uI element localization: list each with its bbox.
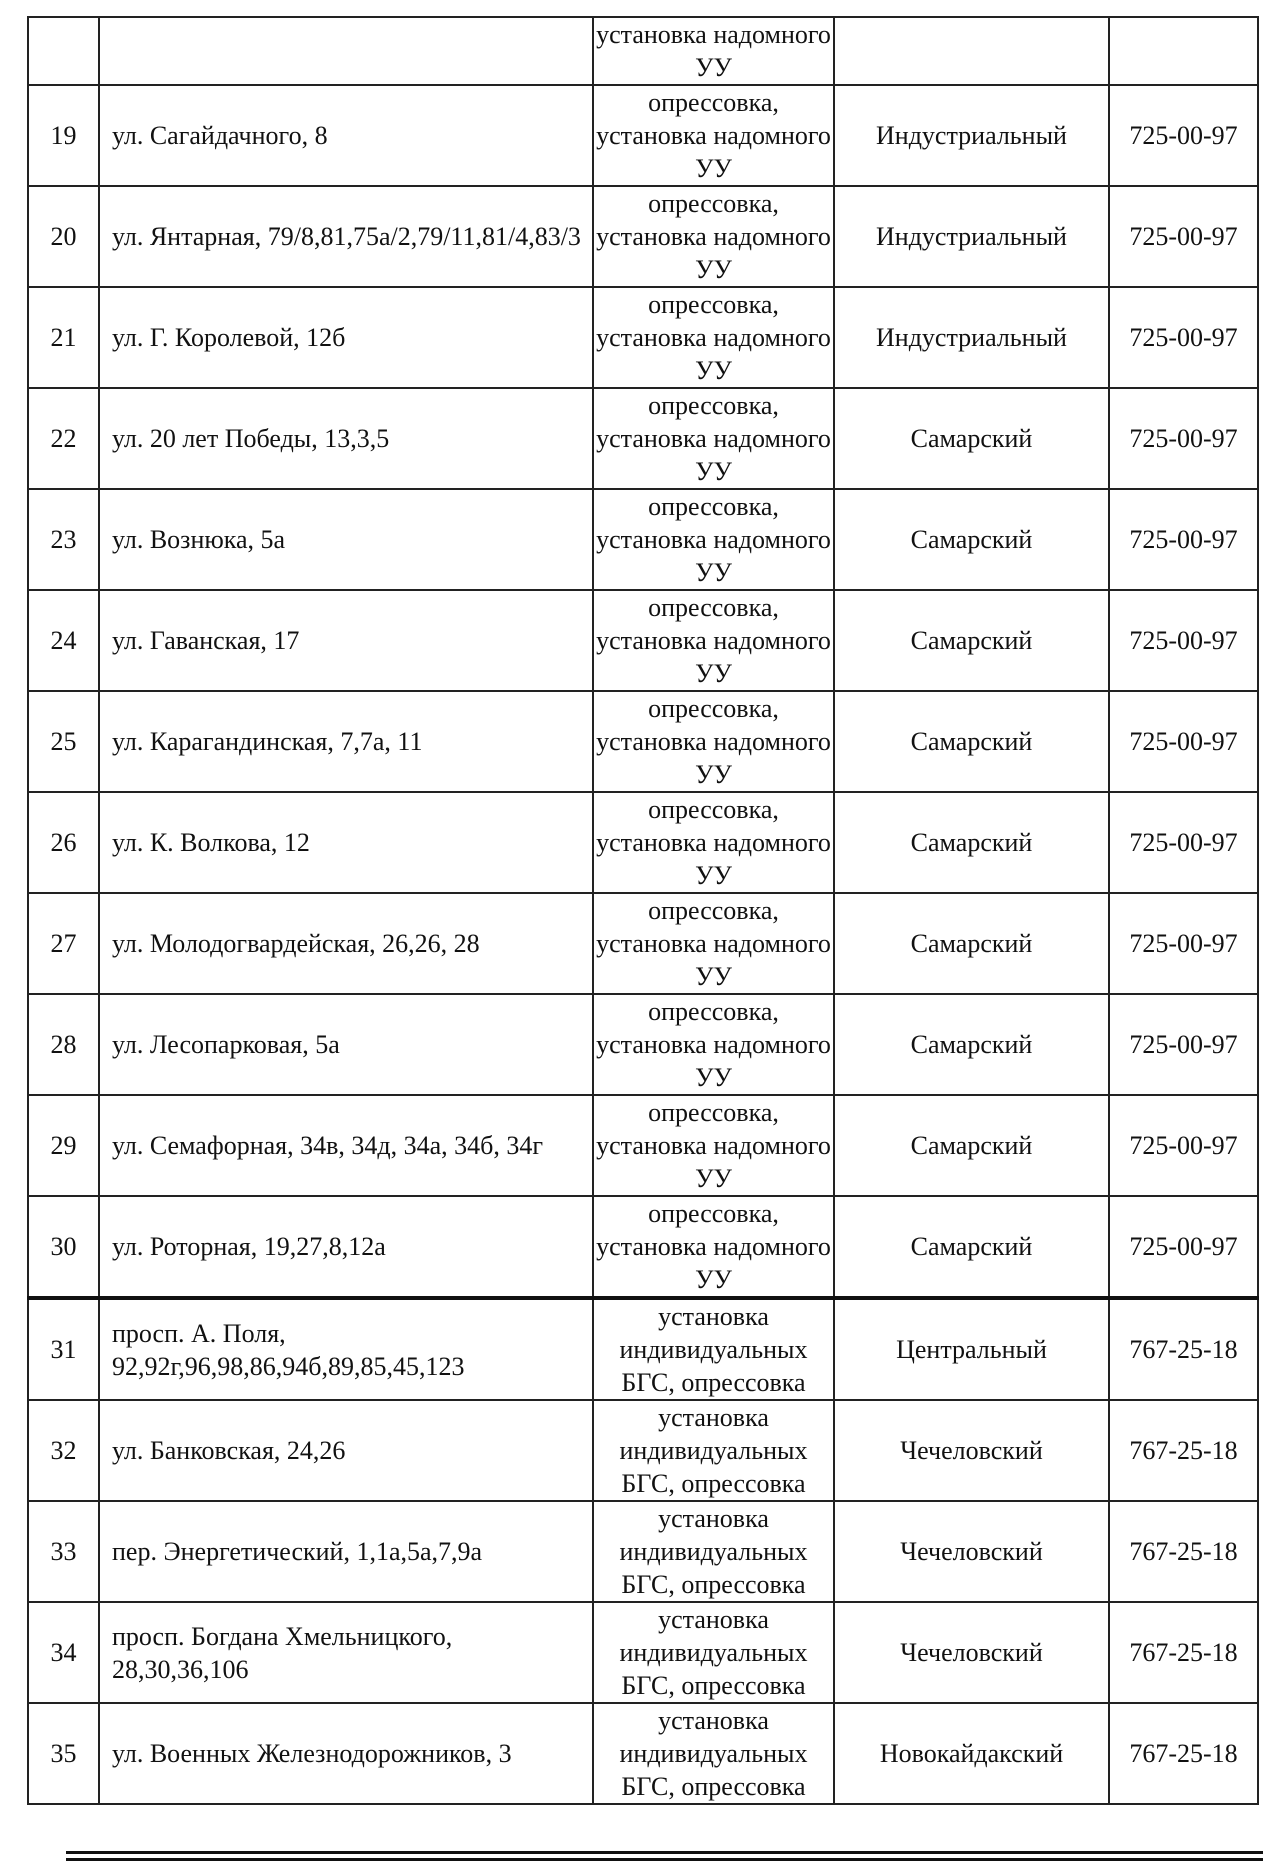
row-number xyxy=(28,17,99,85)
row-phone: 725-00-97 xyxy=(1109,85,1258,186)
table-row xyxy=(28,1298,1258,1400)
row-work-type: опрессовка, установка надомного УУ xyxy=(593,388,834,489)
row-work-type: опрессовка, установка надомного УУ xyxy=(593,691,834,792)
table-row xyxy=(28,186,1258,287)
row-phone: 725-00-97 xyxy=(1109,691,1258,792)
table-row xyxy=(28,287,1258,388)
row-work-type: установка индивидуальных БГС, опрессовка xyxy=(593,1602,834,1703)
row-address: ул. Сагайдачного, 8 xyxy=(99,85,593,186)
row-district: Чечеловский xyxy=(834,1400,1109,1501)
row-district xyxy=(834,17,1109,85)
works-table-body xyxy=(28,17,1258,1804)
row-district: Индустриальный xyxy=(834,186,1109,287)
bottom-rule xyxy=(66,1851,1263,1854)
row-number: 21 xyxy=(28,287,99,388)
row-district: Индустриальный xyxy=(834,85,1109,186)
row-number: 19 xyxy=(28,85,99,186)
row-address: ул. Вознюка, 5а xyxy=(99,489,593,590)
row-work-type: опрессовка, установка надомного УУ xyxy=(593,893,834,994)
table-row xyxy=(28,489,1258,590)
row-phone: 767-25-18 xyxy=(1109,1298,1258,1400)
row-work-type: установка индивидуальных БГС, опрессовка xyxy=(593,1400,834,1501)
table-row xyxy=(28,1400,1258,1501)
row-address: просп. А. Поля, 92,92г,96,98,86,94б,89,85,45,123 xyxy=(99,1298,593,1400)
row-phone: 725-00-97 xyxy=(1109,186,1258,287)
row-number: 34 xyxy=(28,1602,99,1703)
row-work-type: установка индивидуальных БГС, опрессовка xyxy=(593,1501,834,1602)
table-row xyxy=(28,1703,1258,1804)
row-number: 31 xyxy=(28,1298,99,1400)
row-address: ул. Янтарная, 79/8,81,75а/2,79/11,81/4,83/3 xyxy=(99,186,593,287)
row-address: ул. Карагандинская, 7,7а, 11 xyxy=(99,691,593,792)
row-district: Самарский xyxy=(834,792,1109,893)
row-phone: 725-00-97 xyxy=(1109,1196,1258,1298)
row-number: 23 xyxy=(28,489,99,590)
row-district: Самарский xyxy=(834,691,1109,792)
row-number: 28 xyxy=(28,994,99,1095)
row-address: ул. Семафорная, 34в, 34д, 34а, 34б, 34г xyxy=(99,1095,593,1196)
row-work-type: опрессовка, установка надомного УУ xyxy=(593,590,834,691)
row-phone: 725-00-97 xyxy=(1109,994,1258,1095)
row-number: 26 xyxy=(28,792,99,893)
row-district: Чечеловский xyxy=(834,1602,1109,1703)
table-row xyxy=(28,388,1258,489)
row-work-type: опрессовка, установка надомного УУ xyxy=(593,287,834,388)
row-work-type: установка индивидуальных БГС, опрессовка xyxy=(593,1298,834,1400)
table-row-continuation xyxy=(28,17,1258,85)
row-phone: 725-00-97 xyxy=(1109,590,1258,691)
table-row xyxy=(28,994,1258,1095)
row-number: 32 xyxy=(28,1400,99,1501)
row-phone: 725-00-97 xyxy=(1109,893,1258,994)
row-address: ул. К. Волкова, 12 xyxy=(99,792,593,893)
row-district: Новокайдакский xyxy=(834,1703,1109,1804)
table-row xyxy=(28,893,1258,994)
row-district: Самарский xyxy=(834,590,1109,691)
table-row xyxy=(28,792,1258,893)
row-work-type: опрессовка, установка надомного УУ xyxy=(593,489,834,590)
row-phone: 725-00-97 xyxy=(1109,489,1258,590)
row-phone: 767-25-18 xyxy=(1109,1602,1258,1703)
row-district: Самарский xyxy=(834,893,1109,994)
row-phone: 725-00-97 xyxy=(1109,1095,1258,1196)
row-number: 35 xyxy=(28,1703,99,1804)
row-district: Индустриальный xyxy=(834,287,1109,388)
row-work-type: установка надомного УУ xyxy=(593,17,834,85)
row-address: просп. Богдана Хмельницкого, 28,30,36,106 xyxy=(99,1602,593,1703)
row-address: ул. 20 лет Победы, 13,3,5 xyxy=(99,388,593,489)
row-address xyxy=(99,17,593,85)
table-row xyxy=(28,85,1258,186)
row-district: Самарский xyxy=(834,1196,1109,1298)
table-row xyxy=(28,1095,1258,1196)
row-phone: 767-25-18 xyxy=(1109,1400,1258,1501)
row-phone: 725-00-97 xyxy=(1109,287,1258,388)
row-phone: 725-00-97 xyxy=(1109,388,1258,489)
row-district: Самарский xyxy=(834,489,1109,590)
row-work-type: опрессовка, установка надомного УУ xyxy=(593,85,834,186)
row-district: Чечеловский xyxy=(834,1501,1109,1602)
row-number: 27 xyxy=(28,893,99,994)
row-number: 20 xyxy=(28,186,99,287)
row-district: Центральный xyxy=(834,1298,1109,1400)
row-work-type: опрессовка, установка надомного УУ xyxy=(593,1095,834,1196)
row-work-type: опрессовка, установка надомного УУ xyxy=(593,994,834,1095)
row-phone: 725-00-97 xyxy=(1109,792,1258,893)
row-phone: 767-25-18 xyxy=(1109,1703,1258,1804)
table-row xyxy=(28,590,1258,691)
bottom-rule xyxy=(66,1858,1263,1861)
row-number: 25 xyxy=(28,691,99,792)
row-address: ул. Банковская, 24,26 xyxy=(99,1400,593,1501)
row-number: 30 xyxy=(28,1196,99,1298)
row-district: Самарский xyxy=(834,994,1109,1095)
row-district: Самарский xyxy=(834,1095,1109,1196)
table-row xyxy=(28,1501,1258,1602)
row-number: 33 xyxy=(28,1501,99,1602)
row-address: ул. Лесопарковая, 5а xyxy=(99,994,593,1095)
row-address: ул. Г. Королевой, 12б xyxy=(99,287,593,388)
row-address: ул. Гаванская, 17 xyxy=(99,590,593,691)
row-phone xyxy=(1109,17,1258,85)
row-number: 24 xyxy=(28,590,99,691)
row-work-type: установка индивидуальных БГС, опрессовка xyxy=(593,1703,834,1804)
works-table xyxy=(27,16,1259,1805)
table-row xyxy=(28,691,1258,792)
row-number: 29 xyxy=(28,1095,99,1196)
row-number: 22 xyxy=(28,388,99,489)
row-phone: 767-25-18 xyxy=(1109,1501,1258,1602)
row-work-type: опрессовка, установка надомного УУ xyxy=(593,1196,834,1298)
table-row xyxy=(28,1602,1258,1703)
row-address: ул. Военных Железнодорожников, 3 xyxy=(99,1703,593,1804)
row-district: Самарский xyxy=(834,388,1109,489)
row-address: ул. Роторная, 19,27,8,12а xyxy=(99,1196,593,1298)
row-work-type: опрессовка, установка надомного УУ xyxy=(593,186,834,287)
row-work-type: опрессовка, установка надомного УУ xyxy=(593,792,834,893)
row-address: ул. Молодогвардейская, 26,26, 28 xyxy=(99,893,593,994)
table-row xyxy=(28,1196,1258,1298)
row-address: пер. Энергетический, 1,1а,5а,7,9а xyxy=(99,1501,593,1602)
